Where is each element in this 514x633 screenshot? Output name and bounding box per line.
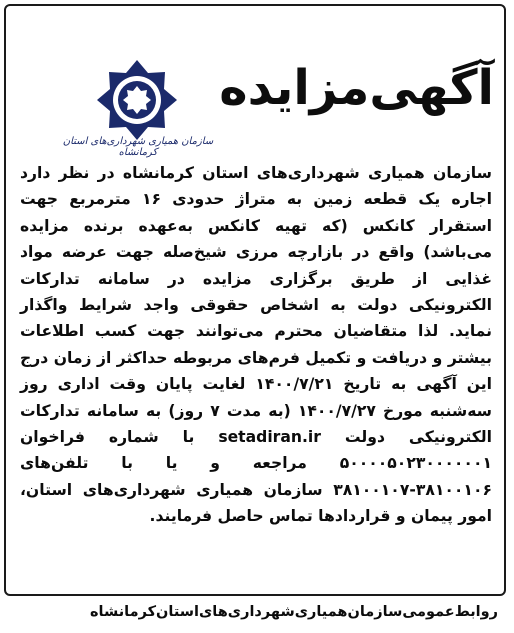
notice-title: آگهی‌مزایده [219, 60, 494, 116]
notice-footer: روابط‌عمومی‌سازمان‌همیاری‌شهرداری‌های‌استان‌کرمانشاه [89, 604, 498, 620]
logo-star-inner [123, 86, 151, 114]
notice-body [18, 160, 494, 592]
notice-body-text: سازمان همیاری شهرداری‌های استان کرمانشاه در نظر دارد اجاره یک قطعه زمین به متراژ حدودی ۱۶ مترمربع جهت استقرار کانکس (که تهیه کانکس به‌عهده برنده مزایده می‌باشد) واقع در بازارچه مرزی شیخ‌صله جهت عرضه مواد غذایی از طریق برگزاری مزایده در سامانه تدارکات الکترونیکی دولت به اشخاص حقوقی واجد شرایط واگذار نماید. لذا متقاضیان محترم می‌توانند جهت کسب اطلاعات بیشتر و دریافت و تکمیل فرم‌های مربوطه حداکثر از زمان درج این آگهی به تاریخ ۱۴۰۰/۷/۲۱ لغایت پایان وقت اداری روز سه‌شنبه مورخ ۱۴۰۰/۷/۲۷ (به مدت ۷ روز) به سامانه تدارکات الکترونیکی دولت setadiran.ir با شماره فراخوان ۵۰۰۰۰۵۰۲۳۰۰۰۰۰۰۱ مراجعه و یا با تلفن‌های ۳۸۱۰۰۱۰۶-۳۸۱۰۰۱۰۷ سازمان همیاری شهرداری‌های استان، امور پیمان و قراردادها تماس حاصل فرمایند. [20, 164, 493, 526]
org-caption: سازمان همیاری شهرداری‌های استان کرمانشاه [62, 136, 214, 158]
